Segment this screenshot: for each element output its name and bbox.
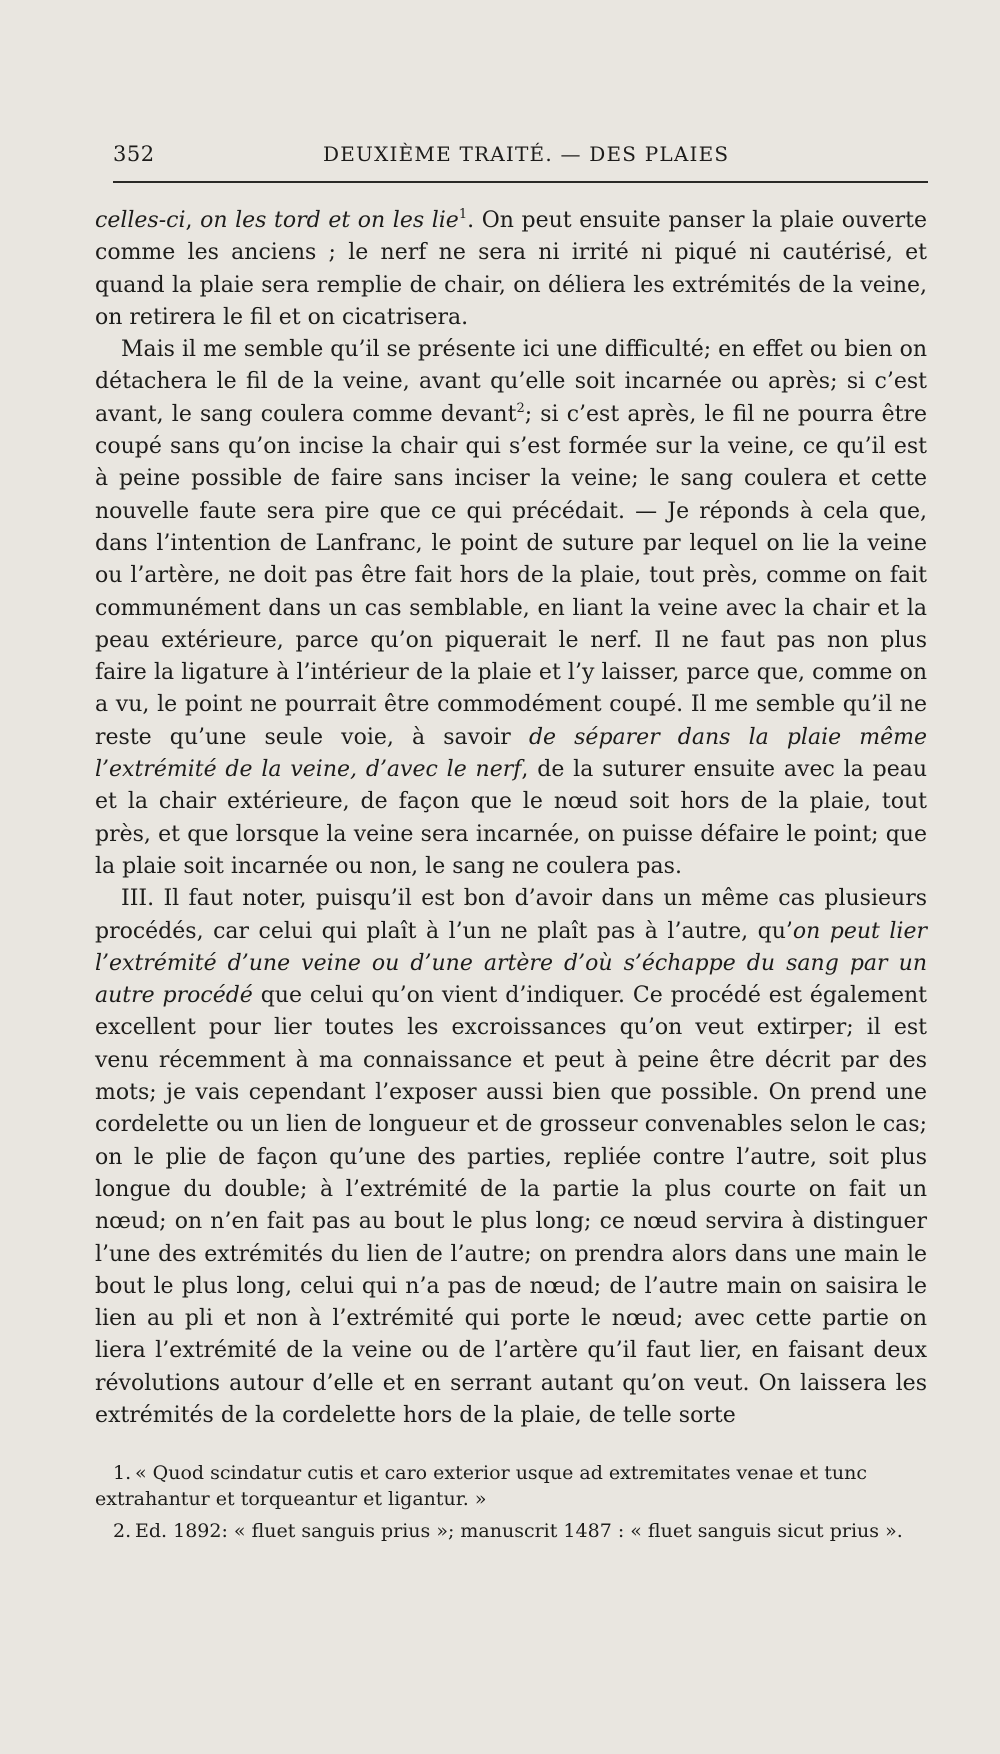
paragraph-3 <box>95 883 927 1432</box>
footnote-ref: 1 <box>458 207 468 222</box>
text-run: , <box>185 208 201 233</box>
running-title: DEUXIÈME TRAITÉ. — DES PLAIES <box>323 142 730 166</box>
text-run: Mais il me semble qu’il se présente ici une difficulté; en effet ou bien on détachera le fil de la veine, avant qu’elle soit incarnée ou après; si c’est avant, le sang coulera comme devant <box>95 337 927 427</box>
page-number: 352 <box>113 142 155 166</box>
body-text <box>95 205 927 1432</box>
paragraph-2 <box>95 334 927 883</box>
italic-phrase: celles-ci <box>95 208 186 233</box>
text-run: . On peut ensuite panser la plaie ouverte comme les anciens ; le nerf ne sera ni irrité ni piqué ni cautérisé, et quand la plaie sera remplie de chair, on déliera les extrémités de la veine, on retirera le fil et on cicatrisera. <box>95 208 927 330</box>
text-run: que celui qu’on vient d’indiquer. Ce procédé est également excellent pour lier toutes les excroissances qu’on veut extirper; il est venu récemment à ma connaissance et peut à peine être décrit par des mots; je vais cependant l’exposer aussi bien que possible. On prend une cordelette ou un lien de longueur et de grosseur convenables selon le cas; on le plie de façon qu’une des parties, repliée contre l’autre, soit plus longue du double; à l’extrémité de la partie la plus courte on fait un nœud; on n’en fait pas au bout le plus long; ce nœud servira à distinguer l’une des extrémités du lien de l’autre; on prendra alors dans une main le bout le plus long, celui qui n’a pas de nœud; de l’autre main on saisira le lien au pli et non à l’extrémité qui porte le nœud; avec cette partie on liera l’extrémité de la veine ou de l’artère qu’il faut lier, en faisant deux révolutions autour d’elle et en serrant autant qu’on veut. On laissera les extrémités de la cordelette hors de la plaie, de telle sorte <box>95 983 927 1428</box>
header-rule <box>113 181 928 183</box>
footnote-number: 1. <box>113 1462 132 1484</box>
text-run: , de la suturer ensuite avec la peau et la chair extérieure, de façon que le nœud soit hors de la plaie, tout près, et que lorsque la veine sera incarnée, on puisse défaire le point; que la plaie soit incarnée ou non, le sang ne coulera pas. <box>95 757 927 879</box>
footnote-ref: 2 <box>516 400 525 416</box>
page-header <box>113 142 928 172</box>
footnote-text: « Quod scindatur cutis et caro exterior usque ad extremitates venae et tunc extrahantur et torqueantur et ligantur. » <box>95 1462 868 1510</box>
paragraph-1 <box>95 205 927 334</box>
footnote-number: 2. <box>113 1520 132 1542</box>
italic-phrase: on les tord et on les lie <box>200 208 459 233</box>
footnotes <box>95 1460 927 1550</box>
footnote-text: Ed. 1892: « fluet sanguis prius »; manuscrit 1487 : « fluet sanguis sicut prius ». <box>135 1520 903 1542</box>
text-run: III. Il faut noter, puisqu’il est bon d’avoir dans un même cas plusieurs procédés, car celui qui plaît à l’un ne plaît pas à l’autre, qu’ <box>95 886 927 944</box>
italic-phrase: on peut lier l’extrémité d’une veine ou d’une artère d’où s’échappe du sang par un autre procédé <box>95 918 927 1009</box>
italic-phrase: de séparer dans la plaie même l’extrémité de la veine, d’avec le nerf <box>95 724 927 783</box>
footnote-2 <box>95 1518 927 1544</box>
footnote-1 <box>95 1460 927 1512</box>
text-run: ; si c’est après, le fil ne pourra être coupé sans qu’on incise la chair qui s’est formée sur la veine, ce qu’il est à peine possible de faire sans inciser la veine; le sang coulera et cette nouvelle faute sera pire que ce qui précédait. — Je réponds à cela que, dans l’intention de Lanfranc, le point de suture par lequel on lie la veine ou l’artère, ne doit pas être fait hors de la plaie, tout près, comme on fait communément dans un cas semblable, en liant la veine avec la chair et la peau extérieure, parce qu’on piquerait le nerf. Il ne faut pas non plus faire la ligature à l’intérieur de la plaie et l’y laisser, parce que, comme on a vu, le point ne pourrait être commodément coupé. Il me semble qu’il ne reste qu’une seule voie, à savoir <box>95 401 927 750</box>
